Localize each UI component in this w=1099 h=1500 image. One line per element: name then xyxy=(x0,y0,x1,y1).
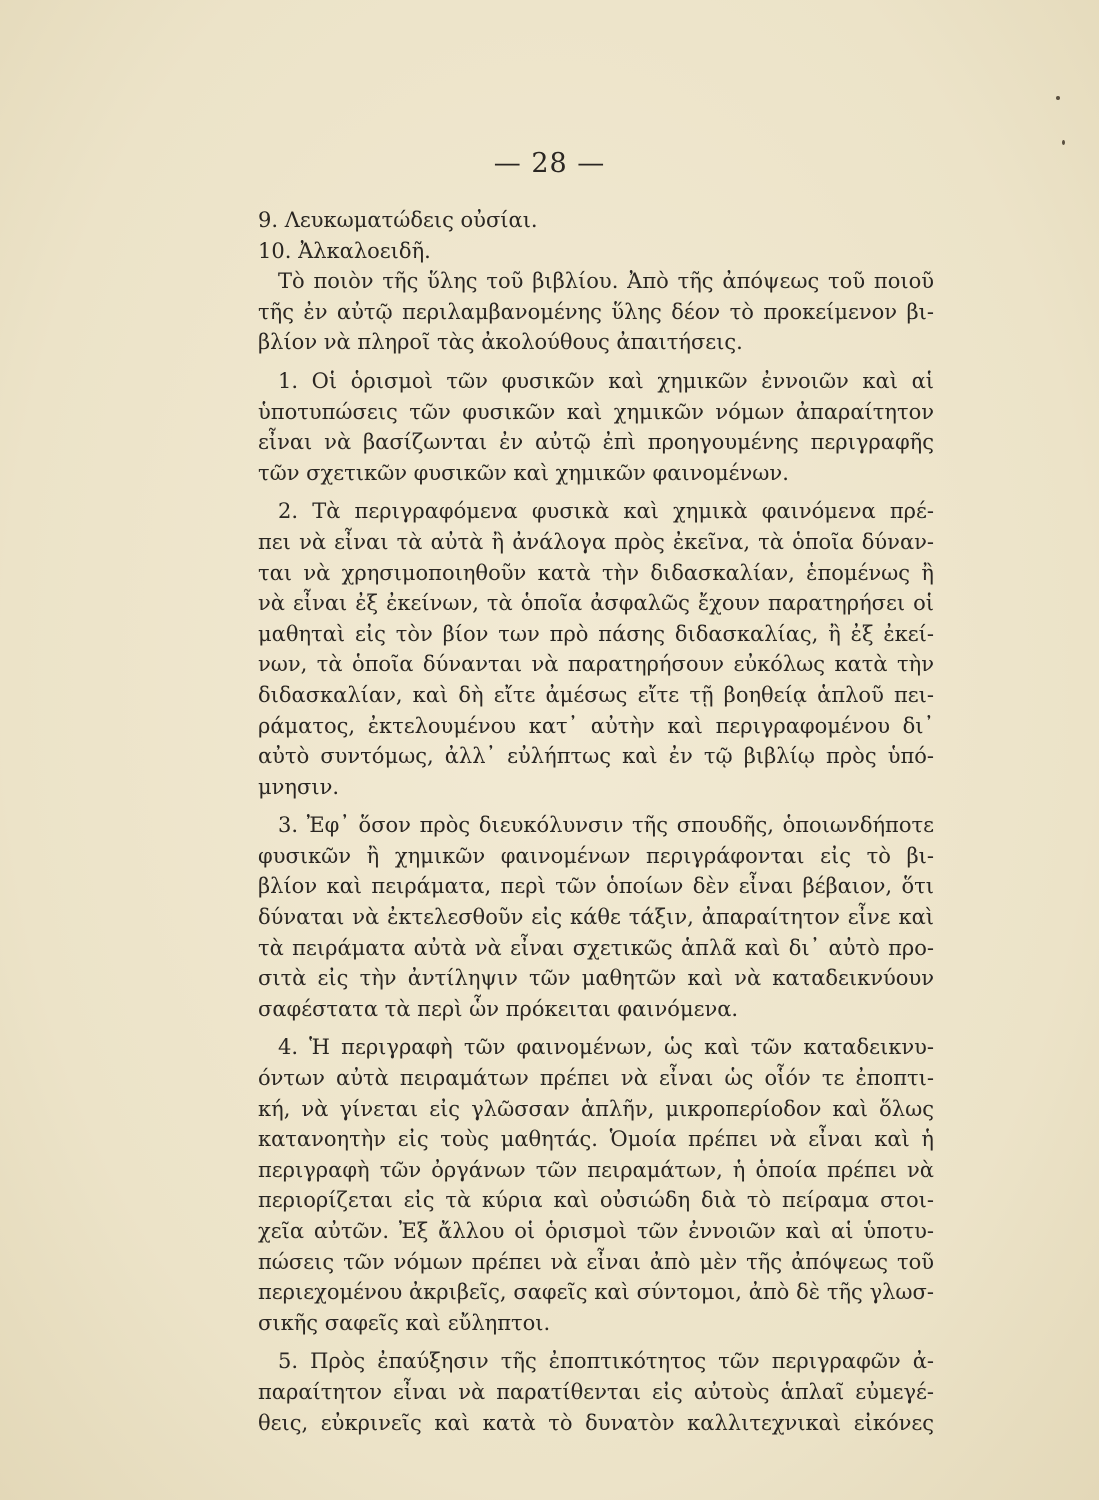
text-line: εἶναι νὰ βασίζωνται ἐν αὐτῷ ἐπὶ προηγουμένης περιγραφῆς xyxy=(258,430,934,455)
paragraph xyxy=(258,1032,934,1338)
text-line: νὰ εἶναι ἐξ ἐκείνων, τὰ ὁποῖα ἀσφαλῶς ἔχουν παρατηρήσει οἱ xyxy=(258,591,934,616)
text-line: βλίον νὰ πληροῖ τὰς ἀκολούθους ἀπαιτήσεις. xyxy=(258,330,743,355)
text-line: ὑποτυπώσεις τῶν φυσικῶν καὶ χημικῶν νόμων ἀπαραίτητον xyxy=(258,399,934,424)
text-line: βλίον καὶ πειράματα, περὶ τῶν ὁποίων δὲν εἶναι βέβαιον, ὅτι xyxy=(258,874,934,899)
text-line: παραίτητον εἶναι νὰ παρατίθενται εἰς αὐτοὺς ἁπλαῖ εὐμεγέ- xyxy=(258,1379,934,1404)
text-line: ράματος, ἐκτελουμένου κατ᾽ αὐτὴν καὶ περιγραφομένου δι᾽ xyxy=(258,713,934,738)
ink-speck xyxy=(1062,140,1065,145)
text-line: τὰ πειράματα αὐτὰ νὰ εἶναι σχετικῶς ἁπλᾶ καὶ δι᾽ αὐτὸ προ- xyxy=(258,935,934,960)
text-line: τῆς ἐν αὐτῷ περιλαμβανομένης ὕλης δέον τὸ προκείμενον βι- xyxy=(258,299,934,324)
list-item: 9. Λευκωματώδεις οὐσίαι. xyxy=(258,208,538,232)
text-line: δύναται νὰ ἐκτελεσθοῦν εἰς κάθε τάξιν, ἀπαραίτητον εἶνε καὶ xyxy=(258,905,934,930)
text-line: 5. Πρὸς ἐπαύξησιν τῆς ἐποπτικότητος τῶν περιγραφῶν ἀ- xyxy=(278,1349,934,1374)
ink-speck xyxy=(1056,96,1060,100)
text-line: πει νὰ εἶναι τὰ αὐτὰ ἢ ἀνάλογα πρὸς ἐκεῖνα, τὰ ὁποῖα δύναν- xyxy=(258,529,934,554)
page-number: — 28 — xyxy=(493,148,606,179)
text-line: 4. Ἡ περιγραφὴ τῶν φαινομένων, ὡς καὶ τῶν καταδεικνυ- xyxy=(278,1035,934,1060)
text-line: ται νὰ χρησιμοποιηθοῦν κατὰ τὴν διδασκαλίαν, ἑπομένως ἢ xyxy=(258,560,934,585)
text-line: μαθηταὶ εἰς τὸν βίον των πρὸ πάσης διδασκαλίας, ἢ ἐξ ἐκεί- xyxy=(258,621,934,646)
text-line: φυσικῶν ἢ χημικῶν φαινομένων περιγράφονται εἰς τὸ βι- xyxy=(258,843,934,868)
text-line: θεις, εὐκρινεῖς καὶ κατὰ τὸ δυνατὸν καλλιτεχνικαὶ εἰκόνες xyxy=(258,1410,934,1435)
text-line: σικῆς σαφεῖς καὶ εὔληπτοι. xyxy=(258,1310,551,1335)
body-text xyxy=(258,205,934,1438)
paragraph xyxy=(258,1346,934,1438)
paragraph xyxy=(258,366,934,488)
text-line: περιορίζεται εἰς τὰ κύρια καὶ οὐσιώδη διὰ τὸ πείραμα στοι- xyxy=(258,1188,934,1213)
text-line: τῶν σχετικῶν φυσικῶν καὶ χημικῶν φαινομένων. xyxy=(258,460,789,485)
paragraph-gap xyxy=(258,1024,934,1032)
paragraph-gap xyxy=(258,802,934,810)
text-line: 2. Τὰ περιγραφόμενα φυσικὰ καὶ χημικὰ φαινόμενα πρέ- xyxy=(278,499,934,524)
paragraph-gap xyxy=(258,358,934,366)
paragraph xyxy=(258,496,934,802)
text-line: 1. Οἱ ὁρισμοὶ τῶν φυσικῶν καὶ χημικῶν ἐννοιῶν καὶ αἱ xyxy=(278,368,934,393)
text-line: 3. Ἐφ᾽ ὅσον πρὸς διευκόλυνσιν τῆς σπουδῆς, ὁποιωνδήποτε xyxy=(278,813,934,838)
text-line: νων, τὰ ὁποῖα δύνανται νὰ παρατηρήσουν εὐκόλως κατὰ τὴν xyxy=(258,652,934,677)
text-line: Τὸ ποιὸν τῆς ὕλης τοῦ βιβλίου. Ἀπὸ τῆς ἀπόψεως τοῦ ποιοῦ xyxy=(278,269,934,294)
paragraph-gap xyxy=(258,488,934,496)
text-line: περιγραφὴ τῶν ὀργάνων τῶν πειραμάτων, ἡ ὁποία πρέπει νὰ xyxy=(258,1157,934,1182)
paragraph xyxy=(258,266,934,358)
list-item: 10. Ἀλκαλοειδῆ. xyxy=(258,238,431,263)
text-line: κή, νὰ γίνεται εἰς γλῶσσαν ἁπλῆν, μικροπερίοδον καὶ ὅλως xyxy=(258,1096,934,1121)
text-line: διδασκαλίαν, καὶ δὴ εἴτε ἀμέσως εἴτε τῇ βοηθείᾳ ἁπλοῦ πει- xyxy=(258,682,934,707)
text-line: σιτὰ εἰς τὴν ἀντίληψιν τῶν μαθητῶν καὶ νὰ καταδεικνύουν xyxy=(258,966,934,991)
text-line: όντων αὐτὰ πειραμάτων πρέπει νὰ εἶναι ὡς οἷόν τε ἐποπτι- xyxy=(258,1066,934,1091)
paragraph xyxy=(258,810,934,1024)
text-line: πώσεις τῶν νόμων πρέπει νὰ εἶναι ἀπὸ μὲν τῆς ἀπόψεως τοῦ xyxy=(258,1249,934,1274)
paragraph-gap xyxy=(258,1338,934,1346)
text-line: περιεχομένου ἀκριβεῖς, σαφεῖς καὶ σύντομοι, ἀπὸ δὲ τῆς γλωσ- xyxy=(258,1280,934,1305)
text-line: σαφέστατα τὰ περὶ ὧν πρόκειται φαινόμενα. xyxy=(258,996,739,1021)
text-line: κατανοητὴν εἰς τοὺς μαθητάς. Ὁμοία πρέπει νὰ εἶναι καὶ ἡ xyxy=(258,1127,934,1152)
text-line: χεῖα αὐτῶν. Ἐξ ἄλλου οἱ ὁρισμοὶ τῶν ἐννοιῶν καὶ αἱ ὑποτυ- xyxy=(258,1219,934,1243)
text-line: αὐτὸ συντόμως, ἀλλ᾽ εὐλήπτως καὶ ἐν τῷ βιβλίῳ πρὸς ὑπό- xyxy=(258,744,934,769)
text-line: μνησιν. xyxy=(258,774,340,799)
